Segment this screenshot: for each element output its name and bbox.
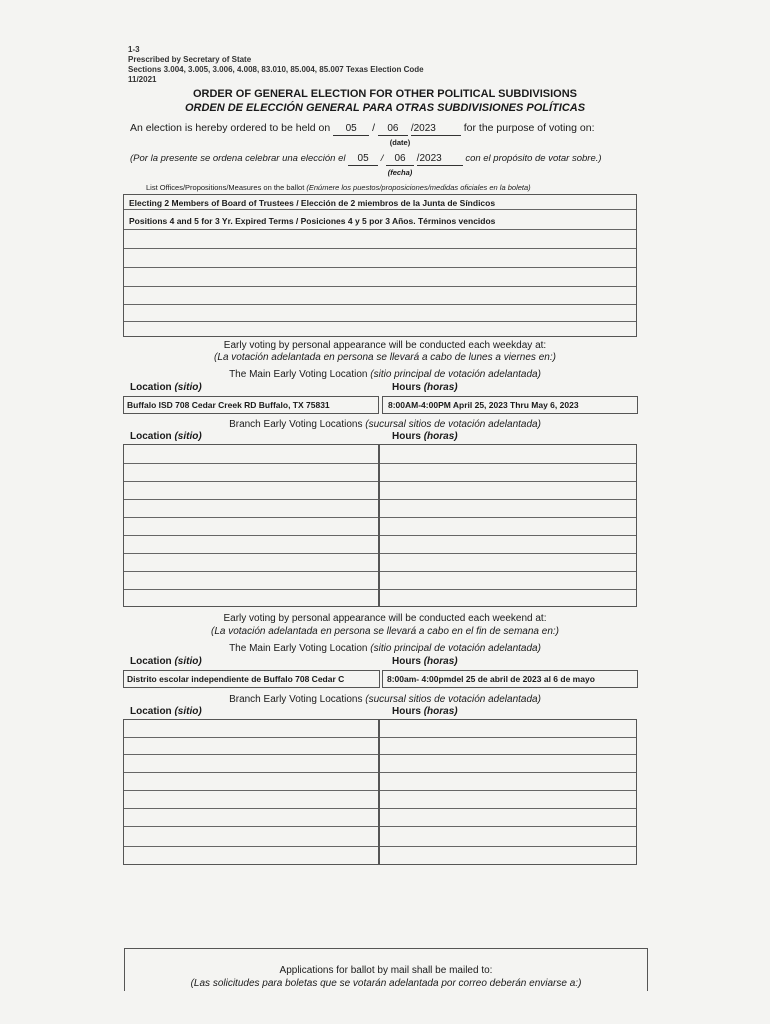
fecha-caption: (fecha) [387, 168, 413, 177]
weekend-intro-es: (La votación adelantada en persona se llevará a cabo en el fin de semana en:) [210, 626, 559, 637]
form-number: 1-3 [128, 45, 140, 54]
weekend-intro: Early voting by personal appearance will be conducted each weekend at: [223, 613, 547, 624]
mail-application-box [124, 948, 648, 991]
weekend-branch-location-label: Location (sitio) [130, 706, 202, 717]
weekend-branch-hours-label: Hours (horas) [392, 706, 458, 717]
election-prefix-es: (Por la presente se ordena celebrar una elección el [130, 153, 346, 164]
offices-heading-en: List Offices/Propositions/Measures on the ballot [146, 183, 305, 192]
weekend-main-location-field[interactable] [123, 670, 380, 688]
weekend-branch-label: Branch Early Voting Locations (sucursal sitios de votación adelantada) [229, 694, 541, 705]
election-month-field-es[interactable]: 05 [348, 153, 378, 166]
election-prefix: An election is hereby ordered to be held on [130, 122, 331, 134]
weekend-main-hours-field[interactable] [382, 670, 638, 688]
office-row-1[interactable]: Electing 2 Members of Board of Trustees / Elección de 2 miembros de la Junta de Síndicos [129, 198, 496, 208]
weekend-main-hours: 8:00am- 4:00pmdel 25 de abril de 2023 al 6 de mayo [387, 674, 595, 684]
weekday-intro-es: (La votación adelantada en persona se llevará a cabo de lunes a viernes en:) [214, 352, 556, 363]
weekday-branch-label: Branch Early Voting Locations (sucursal sitios de votación adelantada) [229, 419, 541, 430]
election-month-field[interactable]: 05 [333, 123, 369, 136]
weekday-location-label: Location (sitio) [130, 382, 202, 393]
office-row-2[interactable]: Positions 4 and 5 for 3 Yr. Expired Terms / Posiciones 4 y 5 por 3 Años. Términos vencidos [129, 216, 496, 226]
weekday-branch-location-table[interactable] [123, 444, 379, 607]
offices-heading-es: (Enúmere los puestos/proposiciones/medidas oficiales en la boleta) [306, 183, 531, 192]
mail-line-2: (Las solicitudes para boletas que se votarán adelantada por correo deberán enviarse a:) [190, 978, 582, 989]
weekend-branch-hours-table[interactable] [379, 719, 637, 865]
weekend-main-label: The Main Early Voting Location (sitio principal de votación adelantada) [229, 643, 541, 654]
weekday-branch-location-label: Location (sitio) [130, 431, 202, 442]
weekday-main-location-field[interactable] [123, 396, 379, 414]
date-caption: (date) [389, 138, 411, 147]
weekend-branch-location-table[interactable] [123, 719, 379, 865]
weekday-branch-hours-table[interactable] [379, 444, 637, 607]
mail-line-1: Applications for ballot by mail shall be mailed to: [279, 965, 493, 976]
prescribed-by: Prescribed by Secretary of State [128, 55, 252, 64]
weekday-intro: Early voting by personal appearance will be conducted each weekday at: [223, 340, 547, 351]
election-suffix-es: con el propósito de votar sobre.) [465, 153, 602, 164]
title-english: ORDER OF GENERAL ELECTION FOR OTHER POLITICAL SUBDIVISIONS [192, 88, 577, 100]
election-year-field-es[interactable]: /2023 [417, 153, 463, 166]
weekday-main-hours: 8:00AM-4:00PM April 25, 2023 Thru May 6, 2023 [388, 400, 579, 410]
weekend-location-label: Location (sitio) [130, 656, 202, 667]
election-date-line-es: (Por la presente se ordena celebrar una elección el 05 / 06 /2023 con el propósito de votar sobre.) [130, 153, 602, 164]
title-spanish: ORDEN DE ELECCIÓN GENERAL PARA OTRAS SUBDIVISIONES POLÍTICAS [184, 102, 586, 114]
weekday-main-hours-field[interactable] [382, 396, 638, 414]
weekday-main-label: The Main Early Voting Location (sitio principal de votación adelantada) [229, 369, 541, 380]
election-suffix: for the purpose of voting on: [463, 122, 595, 134]
weekday-hours-label: Hours (horas) [392, 382, 458, 393]
weekday-main-location: Buffalo ISD 708 Cedar Creek RD Buffalo, TX 75831 [127, 400, 330, 410]
election-day-field-es[interactable]: 06 [386, 153, 414, 166]
weekend-hours-label: Hours (horas) [392, 656, 458, 667]
weekday-branch-hours-label: Hours (horas) [392, 431, 458, 442]
election-date-line: An election is hereby ordered to be held on 05 / 06 /2023 for the purpose of voting on: [130, 122, 595, 134]
form-date: 11/2021 [128, 75, 157, 84]
offices-table [123, 194, 637, 337]
weekend-main-location: Distrito escolar independiente de Buffalo 708 Cedar C [127, 674, 345, 684]
election-year-field[interactable]: /2023 [411, 123, 461, 136]
statute-sections: Sections 3.004, 3.005, 3.006, 4.008, 83.010, 85.004, 85.007 Texas Election Code [128, 65, 424, 74]
offices-heading [146, 183, 531, 192]
election-day-field[interactable]: 06 [378, 123, 408, 136]
